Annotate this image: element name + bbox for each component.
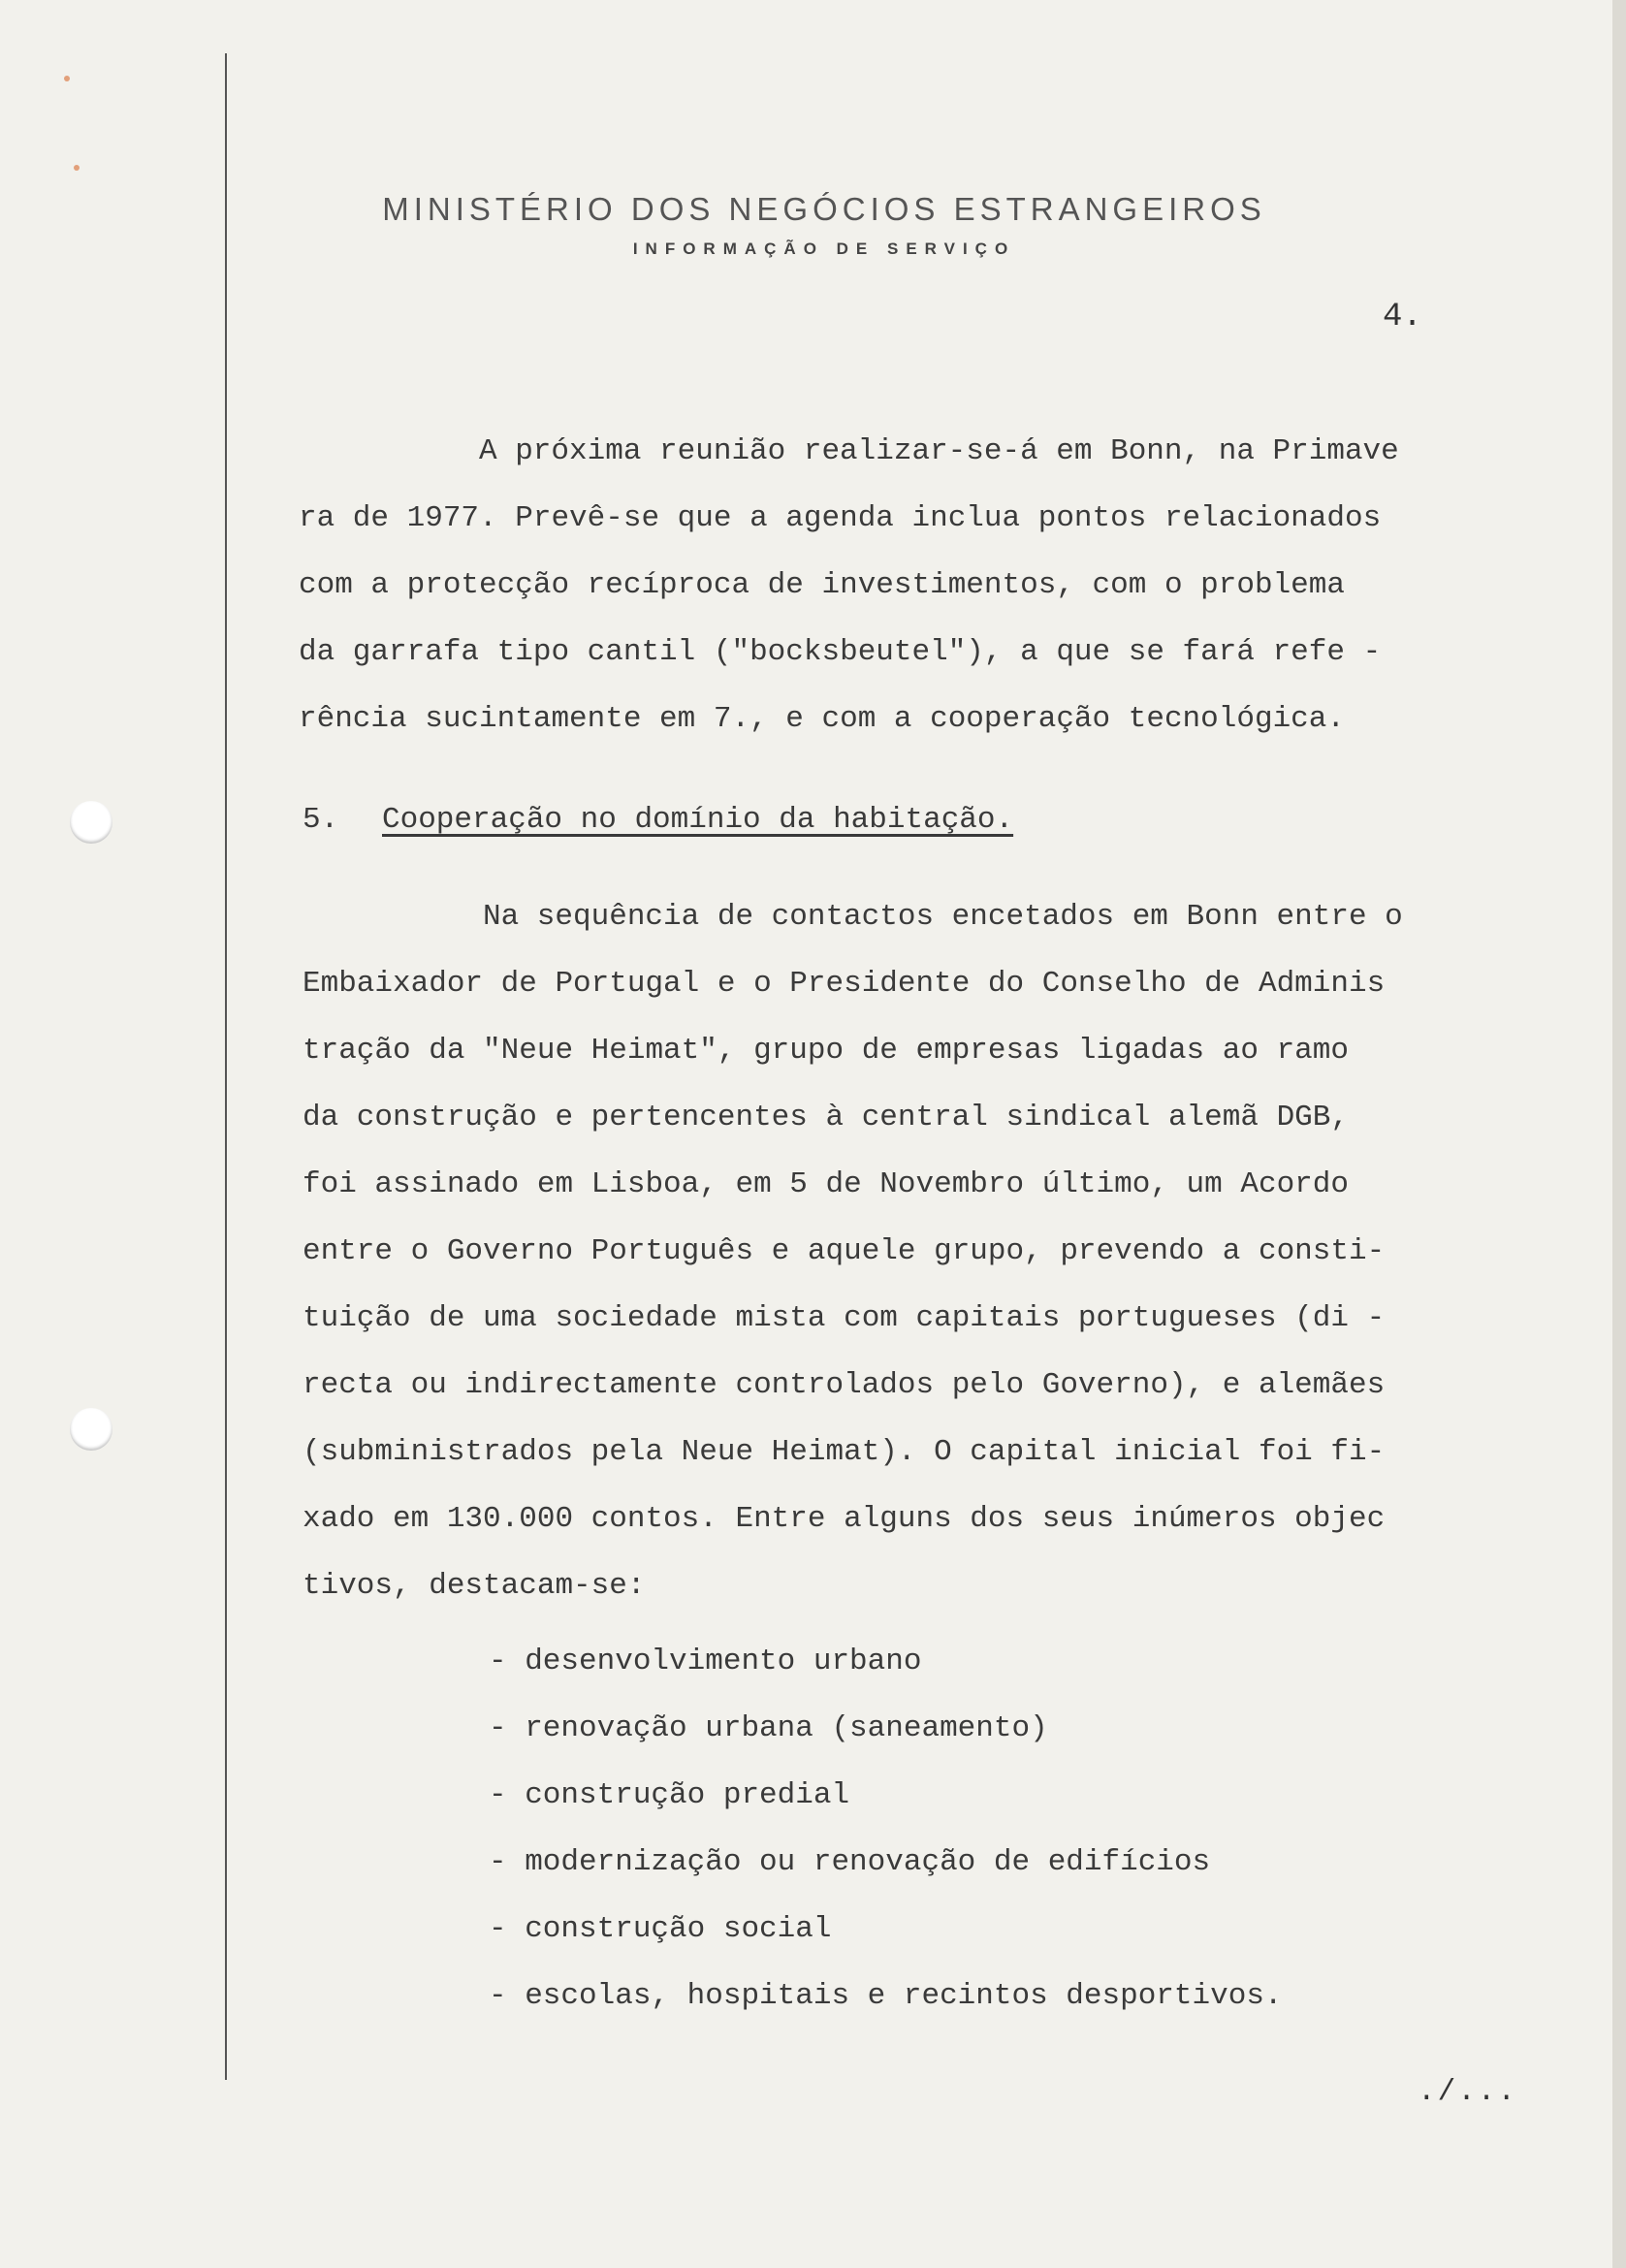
list-item: - desenvolvimento urbano bbox=[489, 1645, 922, 1678]
paragraph-line: xado em 130.000 contos. Entre alguns dos seus inúmeros objec bbox=[303, 1502, 1386, 1536]
list-item: - modernização ou renovação de edifícios bbox=[489, 1845, 1211, 1879]
section-heading: Cooperação no domínio da habitação. bbox=[382, 803, 1014, 837]
list-item: - construção social bbox=[489, 1912, 832, 1946]
paragraph-line: com a protecção recíproca de investimentos, com o problema bbox=[299, 568, 1345, 602]
paper-speck bbox=[74, 165, 80, 171]
paragraph-line: A próxima reunião realizar-se-á em Bonn, na Primave bbox=[479, 434, 1399, 468]
list-item: - escolas, hospitais e recintos desportivos. bbox=[489, 1979, 1283, 2013]
paper-edge bbox=[1612, 0, 1626, 2268]
paragraph-line: tivos, destacam-se: bbox=[303, 1569, 646, 1603]
paper-speck bbox=[64, 76, 70, 81]
list-item: - construção predial bbox=[489, 1778, 850, 1812]
punch-hole-bottom bbox=[70, 1408, 112, 1451]
punch-hole-top bbox=[70, 801, 112, 844]
paragraph-line: rência sucintamente em 7., e com a cooperação tecnológica. bbox=[299, 702, 1345, 736]
paragraph-line: tuição de uma sociedade mista com capitais portugueses (di - bbox=[303, 1301, 1386, 1335]
paragraph-line: (subministrados pela Neue Heimat). O capital inicial foi fi- bbox=[303, 1435, 1386, 1469]
paragraph-line: Na sequência de contactos encetados em Bonn entre o bbox=[483, 900, 1403, 934]
ministry-subtitle: INFORMAÇÃO DE SERVIÇO bbox=[632, 240, 1016, 258]
paragraph-line: entre o Governo Português e aquele grupo, prevendo a consti- bbox=[303, 1234, 1386, 1268]
paragraph-line: recta ou indirectamente controlados pelo Governo), e alemães bbox=[303, 1368, 1386, 1402]
continuation-mark: ./... bbox=[1418, 2075, 1518, 2109]
margin-line bbox=[225, 53, 227, 2080]
paragraph-line: ra de 1977. Prevê-se que a agenda inclua pontos relacionados bbox=[299, 501, 1382, 535]
page-number: 4. bbox=[1383, 299, 1422, 335]
ministry-title: MINISTÉRIO DOS NEGÓCIOS ESTRANGEIROS bbox=[382, 191, 1266, 227]
paragraph-line: tração da "Neue Heimat", grupo de empresas ligadas ao ramo bbox=[303, 1034, 1349, 1068]
list-item: - renovação urbana (saneamento) bbox=[489, 1711, 1048, 1745]
section-number: 5. bbox=[303, 803, 339, 837]
paragraph-line: da construção e pertencentes à central sindical alemã DGB, bbox=[303, 1101, 1349, 1134]
paragraph-line: Embaixador de Portugal e o Presidente do Conselho de Adminis bbox=[303, 967, 1386, 1001]
paragraph-line: foi assinado em Lisboa, em 5 de Novembro último, um Acordo bbox=[303, 1167, 1349, 1201]
paragraph-line: da garrafa tipo cantil ("bocksbeutel"), a que se fará refe - bbox=[299, 635, 1382, 669]
